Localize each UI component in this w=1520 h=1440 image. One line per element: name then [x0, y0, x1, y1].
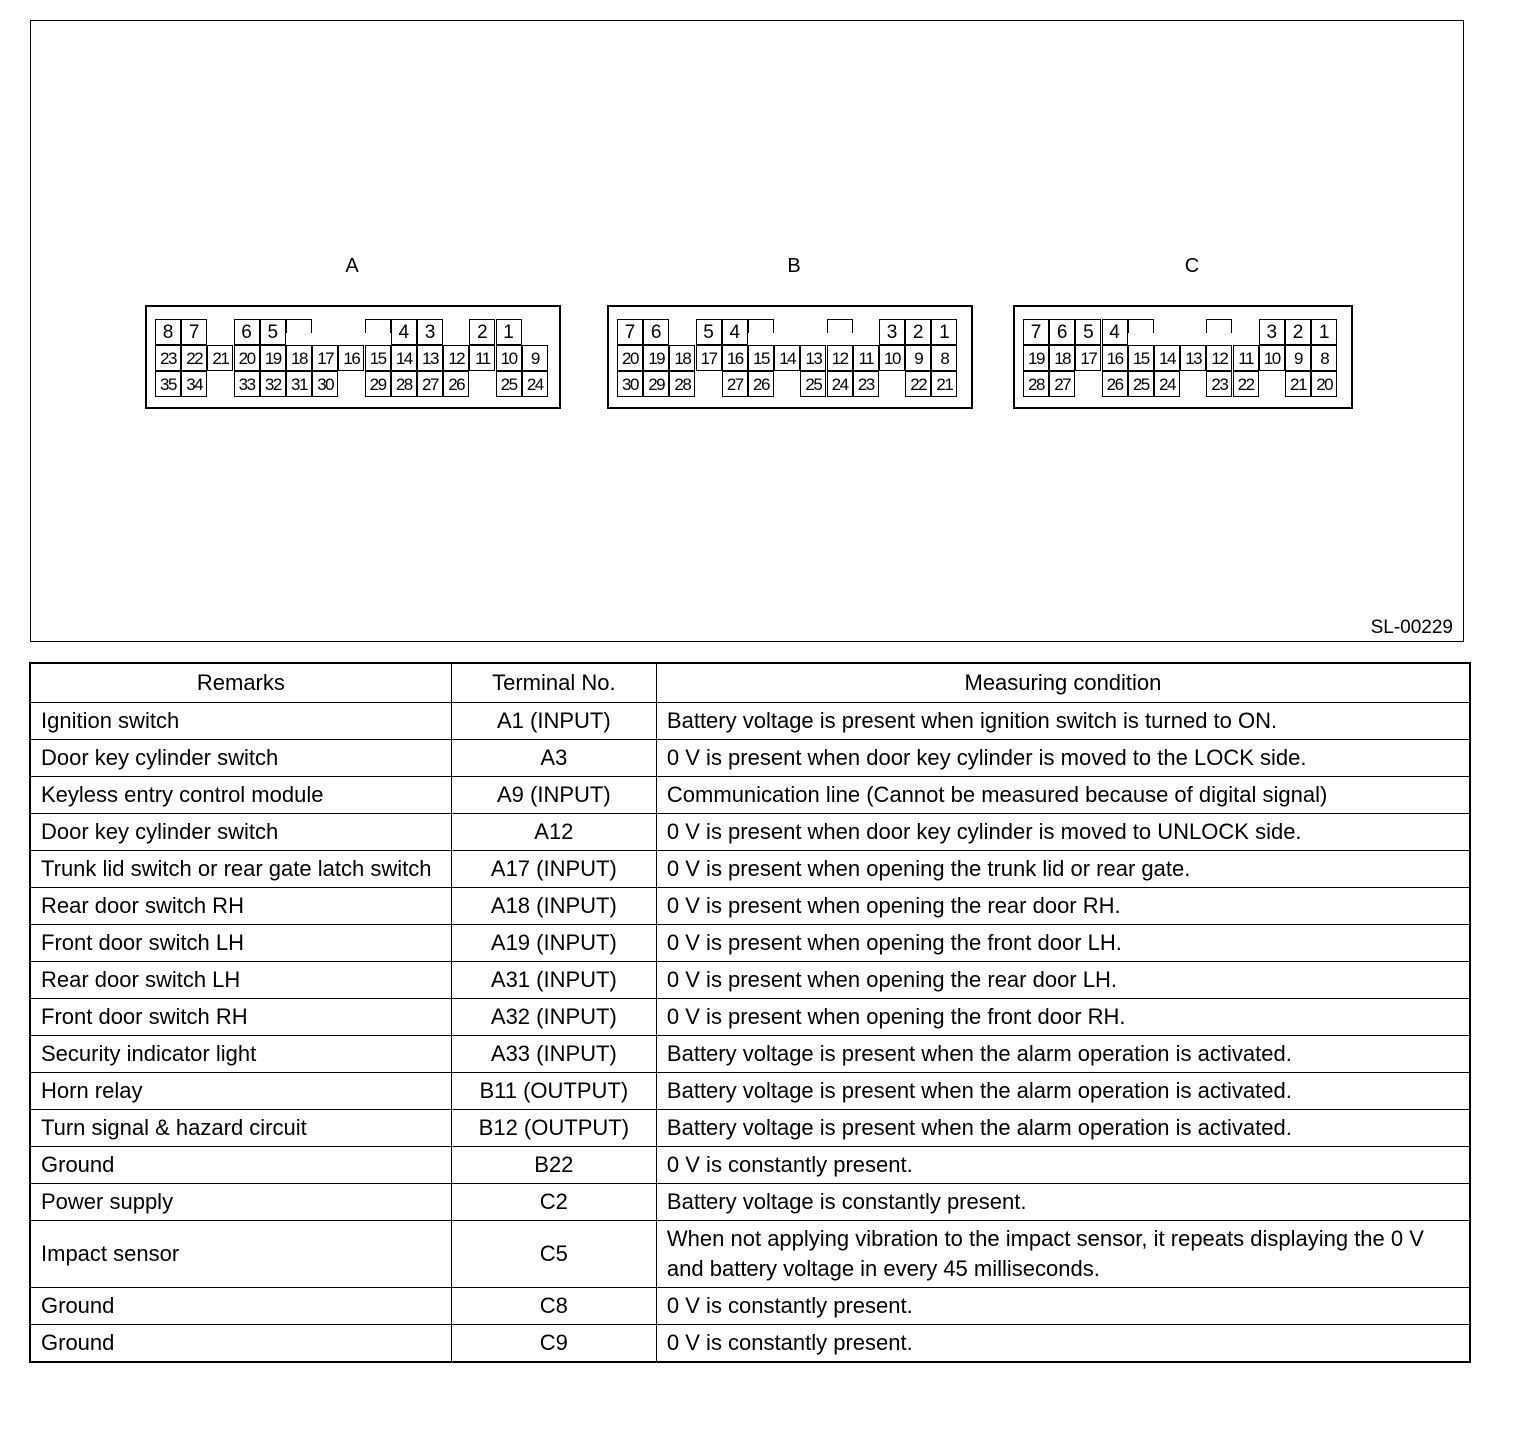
connector-a-pin: 33	[234, 371, 260, 397]
connector-diagram	[30, 20, 1464, 642]
connector-a-pin: 21	[207, 345, 233, 371]
cell-remarks: Front door switch RH	[30, 999, 451, 1036]
table-row	[30, 1036, 1470, 1073]
connector-b-pin: 12	[827, 345, 853, 371]
connector-a-pin: 29	[365, 371, 391, 397]
connector-c-pin: 2	[1285, 319, 1311, 345]
table-header-row	[30, 663, 1470, 703]
connector-b-pin: 24	[827, 371, 853, 397]
connector-c-pin: 10	[1259, 345, 1285, 371]
cell-remarks: Ground	[30, 1147, 451, 1184]
cell-measuring-condition: 0 V is present when opening the rear door LH.	[656, 962, 1470, 999]
cell-remarks: Door key cylinder switch	[30, 740, 451, 777]
connector-b-pin: 13	[800, 345, 826, 371]
connector-b-pin: 23	[853, 371, 879, 397]
connector-c-pin: 9	[1285, 345, 1311, 371]
connector-b-pin: 19	[643, 345, 669, 371]
connector-c-pin: 5	[1075, 319, 1101, 345]
connector-b-pin: 4	[722, 319, 748, 345]
cell-remarks: Rear door switch LH	[30, 962, 451, 999]
connector-b-pin: 30	[617, 371, 643, 397]
connector-c-pin: 22	[1233, 371, 1259, 397]
connector-b-pin: 27	[722, 371, 748, 397]
cell-remarks: Keyless entry control module	[30, 777, 451, 814]
table-row	[30, 888, 1470, 925]
connector-c-pin: 27	[1049, 371, 1075, 397]
connector-c-pin: 20	[1311, 371, 1337, 397]
connector-c-pin: 6	[1049, 319, 1075, 345]
cell-measuring-condition: 0 V is constantly present.	[656, 1325, 1470, 1363]
connector-a-pin: 12	[443, 345, 469, 371]
connector-b	[607, 305, 973, 409]
connector-a-pin: 30	[312, 371, 338, 397]
connector-a-pin: 31	[286, 371, 312, 397]
header-terminal-no: Terminal No.	[451, 663, 656, 703]
connector-a-pin: 27	[417, 371, 443, 397]
connector-b-pin: 21	[931, 371, 957, 397]
connector-a-pin: 32	[260, 371, 286, 397]
connector-a-pin: 7	[181, 319, 207, 345]
cell-remarks: Ignition switch	[30, 703, 451, 740]
connector-c-pin: 7	[1023, 319, 1049, 345]
connector-a-pin: 26	[443, 371, 469, 397]
table-row	[30, 1073, 1470, 1110]
cell-measuring-condition: 0 V is present when opening the rear door RH.	[656, 888, 1470, 925]
connector-a	[145, 305, 561, 409]
terminal-table	[29, 662, 1471, 1363]
connector-c-pin: 17	[1075, 345, 1101, 371]
connector-a-key-notch	[365, 319, 391, 333]
connector-c-pin: 12	[1206, 345, 1232, 371]
cell-measuring-condition: 0 V is constantly present.	[656, 1288, 1470, 1325]
connector-a-pin: 4	[391, 319, 417, 345]
connector-c-pin: 1	[1311, 319, 1337, 345]
connector-c-pin: 25	[1128, 371, 1154, 397]
cell-measuring-condition: 0 V is present when opening the trunk lid or rear gate.	[656, 851, 1470, 888]
cell-measuring-condition: Battery voltage is present when the alarm operation is activated.	[656, 1036, 1470, 1073]
connector-c-pin: 23	[1206, 371, 1232, 397]
connector-c-pin: 28	[1023, 371, 1049, 397]
connector-b-key-notch	[827, 319, 853, 333]
connector-c-pin: 16	[1102, 345, 1128, 371]
connector-b-pin: 25	[800, 371, 826, 397]
connector-b-pin: 28	[669, 371, 695, 397]
cell-measuring-condition: When not applying vibration to the impact sensor, it repeats displaying the 0 V and battery voltage in every 45 milliseconds.	[656, 1221, 1470, 1288]
cell-terminal-no: A9 (INPUT)	[451, 777, 656, 814]
cell-terminal-no: C2	[451, 1184, 656, 1221]
cell-measuring-condition: 0 V is present when opening the front door RH.	[656, 999, 1470, 1036]
connector-a-pin: 5	[260, 319, 286, 345]
table-row	[30, 740, 1470, 777]
connector-b-pin: 1	[931, 319, 957, 345]
connector-c-pin: 24	[1154, 371, 1180, 397]
cell-measuring-condition: Battery voltage is constantly present.	[656, 1184, 1470, 1221]
cell-measuring-condition: 0 V is present when door key cylinder is moved to UNLOCK side.	[656, 814, 1470, 851]
connector-a-key-notch	[286, 319, 312, 333]
connector-b-pin: 26	[748, 371, 774, 397]
cell-terminal-no: C5	[451, 1221, 656, 1288]
connector-b-pin: 17	[696, 345, 722, 371]
cell-remarks: Trunk lid switch or rear gate latch switch	[30, 851, 451, 888]
cell-terminal-no: B11 (OUTPUT)	[451, 1073, 656, 1110]
table-row	[30, 1288, 1470, 1325]
cell-remarks: Rear door switch RH	[30, 888, 451, 925]
connector-b-pin: 15	[748, 345, 774, 371]
connector-c-pin: 15	[1128, 345, 1154, 371]
connector-a-pin: 14	[391, 345, 417, 371]
table-row	[30, 1325, 1470, 1363]
cell-remarks: Impact sensor	[30, 1221, 451, 1288]
connector-a-pin: 9	[522, 345, 548, 371]
cell-measuring-condition: Battery voltage is present when ignition switch is turned to ON.	[656, 703, 1470, 740]
cell-measuring-condition: 0 V is present when opening the front door LH.	[656, 925, 1470, 962]
connector-label-b: B	[787, 255, 801, 277]
connector-b-pin: 22	[905, 371, 931, 397]
cell-terminal-no: A1 (INPUT)	[451, 703, 656, 740]
connector-b-pin: 20	[617, 345, 643, 371]
connector-b-pin: 9	[905, 345, 931, 371]
connector-c-pin: 13	[1180, 345, 1206, 371]
cell-terminal-no: A32 (INPUT)	[451, 999, 656, 1036]
connector-a-pin: 25	[496, 371, 522, 397]
table-row	[30, 962, 1470, 999]
connector-a-pin: 15	[365, 345, 391, 371]
table-row	[30, 1147, 1470, 1184]
connector-b-pin: 7	[617, 319, 643, 345]
connector-a-pin: 16	[338, 345, 364, 371]
connector-b-pin: 29	[643, 371, 669, 397]
connector-b-pin: 5	[696, 319, 722, 345]
connector-a-pin: 17	[312, 345, 338, 371]
cell-terminal-no: A31 (INPUT)	[451, 962, 656, 999]
connector-c	[1013, 305, 1353, 409]
connector-c-pin: 4	[1102, 319, 1128, 345]
connector-c-pin: 11	[1233, 345, 1259, 371]
connector-b-pin: 18	[669, 345, 695, 371]
cell-terminal-no: C8	[451, 1288, 656, 1325]
connector-b-pin: 11	[853, 345, 879, 371]
cell-terminal-no: A18 (INPUT)	[451, 888, 656, 925]
table-row	[30, 851, 1470, 888]
connector-c-pin: 26	[1102, 371, 1128, 397]
connector-c-pin: 19	[1023, 345, 1049, 371]
connector-a-pin: 19	[260, 345, 286, 371]
cell-remarks: Horn relay	[30, 1073, 451, 1110]
connector-a-pin: 2	[469, 319, 495, 345]
connector-c-pin: 18	[1049, 345, 1075, 371]
cell-measuring-condition: Communication line (Cannot be measured because of digital signal)	[656, 777, 1470, 814]
header-remarks: Remarks	[30, 663, 451, 703]
connector-b-pin: 16	[722, 345, 748, 371]
connector-a-pin: 22	[181, 345, 207, 371]
cell-remarks: Turn signal & hazard circuit	[30, 1110, 451, 1147]
cell-terminal-no: A33 (INPUT)	[451, 1036, 656, 1073]
connector-a-pin: 11	[469, 345, 495, 371]
table-row	[30, 1110, 1470, 1147]
connector-a-pin: 6	[234, 319, 260, 345]
connector-a-pin: 10	[496, 345, 522, 371]
connector-a-pin: 18	[286, 345, 312, 371]
table-row	[30, 777, 1470, 814]
connector-a-pin: 3	[417, 319, 443, 345]
connector-b-pin: 6	[643, 319, 669, 345]
connector-c-pin: 8	[1311, 345, 1337, 371]
connector-a-pin: 13	[417, 345, 443, 371]
connector-b-key-notch	[748, 319, 774, 333]
table-row	[30, 814, 1470, 851]
connector-c-key-notch	[1128, 319, 1154, 333]
cell-terminal-no: A17 (INPUT)	[451, 851, 656, 888]
connector-a-pin: 24	[522, 371, 548, 397]
connector-b-pin: 2	[905, 319, 931, 345]
cell-remarks: Front door switch LH	[30, 925, 451, 962]
connector-label-a: A	[345, 255, 359, 277]
table-row	[30, 1221, 1470, 1288]
connector-a-pin: 1	[496, 319, 522, 345]
cell-remarks: Security indicator light	[30, 1036, 451, 1073]
table-row	[30, 1184, 1470, 1221]
cell-terminal-no: A3	[451, 740, 656, 777]
connector-a-pin: 20	[234, 345, 260, 371]
connector-c-pin: 21	[1285, 371, 1311, 397]
table-row	[30, 999, 1470, 1036]
cell-remarks: Ground	[30, 1288, 451, 1325]
connector-c-pin: 14	[1154, 345, 1180, 371]
connector-b-pin: 8	[931, 345, 957, 371]
connector-a-pin: 34	[181, 371, 207, 397]
connector-a-pin: 23	[155, 345, 181, 371]
cell-terminal-no: B22	[451, 1147, 656, 1184]
cell-remarks: Power supply	[30, 1184, 451, 1221]
table-row	[30, 703, 1470, 740]
cell-measuring-condition: 0 V is present when door key cylinder is moved to the LOCK side.	[656, 740, 1470, 777]
connector-a-pin: 8	[155, 319, 181, 345]
connector-c-pin: 3	[1259, 319, 1285, 345]
connector-a-pin: 28	[391, 371, 417, 397]
connector-a-pin: 35	[155, 371, 181, 397]
cell-remarks: Door key cylinder switch	[30, 814, 451, 851]
header-measuring-condition: Measuring condition	[656, 663, 1470, 703]
cell-measuring-condition: 0 V is constantly present.	[656, 1147, 1470, 1184]
cell-measuring-condition: Battery voltage is present when the alarm operation is activated.	[656, 1073, 1470, 1110]
cell-terminal-no: A12	[451, 814, 656, 851]
cell-terminal-no: B12 (OUTPUT)	[451, 1110, 656, 1147]
cell-terminal-no: C9	[451, 1325, 656, 1363]
cell-remarks: Ground	[30, 1325, 451, 1363]
table-row	[30, 925, 1470, 962]
connector-label-c: C	[1184, 255, 1200, 277]
connector-b-pin: 3	[879, 319, 905, 345]
connector-b-pin: 14	[774, 345, 800, 371]
connector-b-pin: 10	[879, 345, 905, 371]
figure-code: SL-00229	[1370, 617, 1453, 638]
cell-terminal-no: A19 (INPUT)	[451, 925, 656, 962]
cell-measuring-condition: Battery voltage is present when the alarm operation is activated.	[656, 1110, 1470, 1147]
connector-c-key-notch	[1206, 319, 1232, 333]
